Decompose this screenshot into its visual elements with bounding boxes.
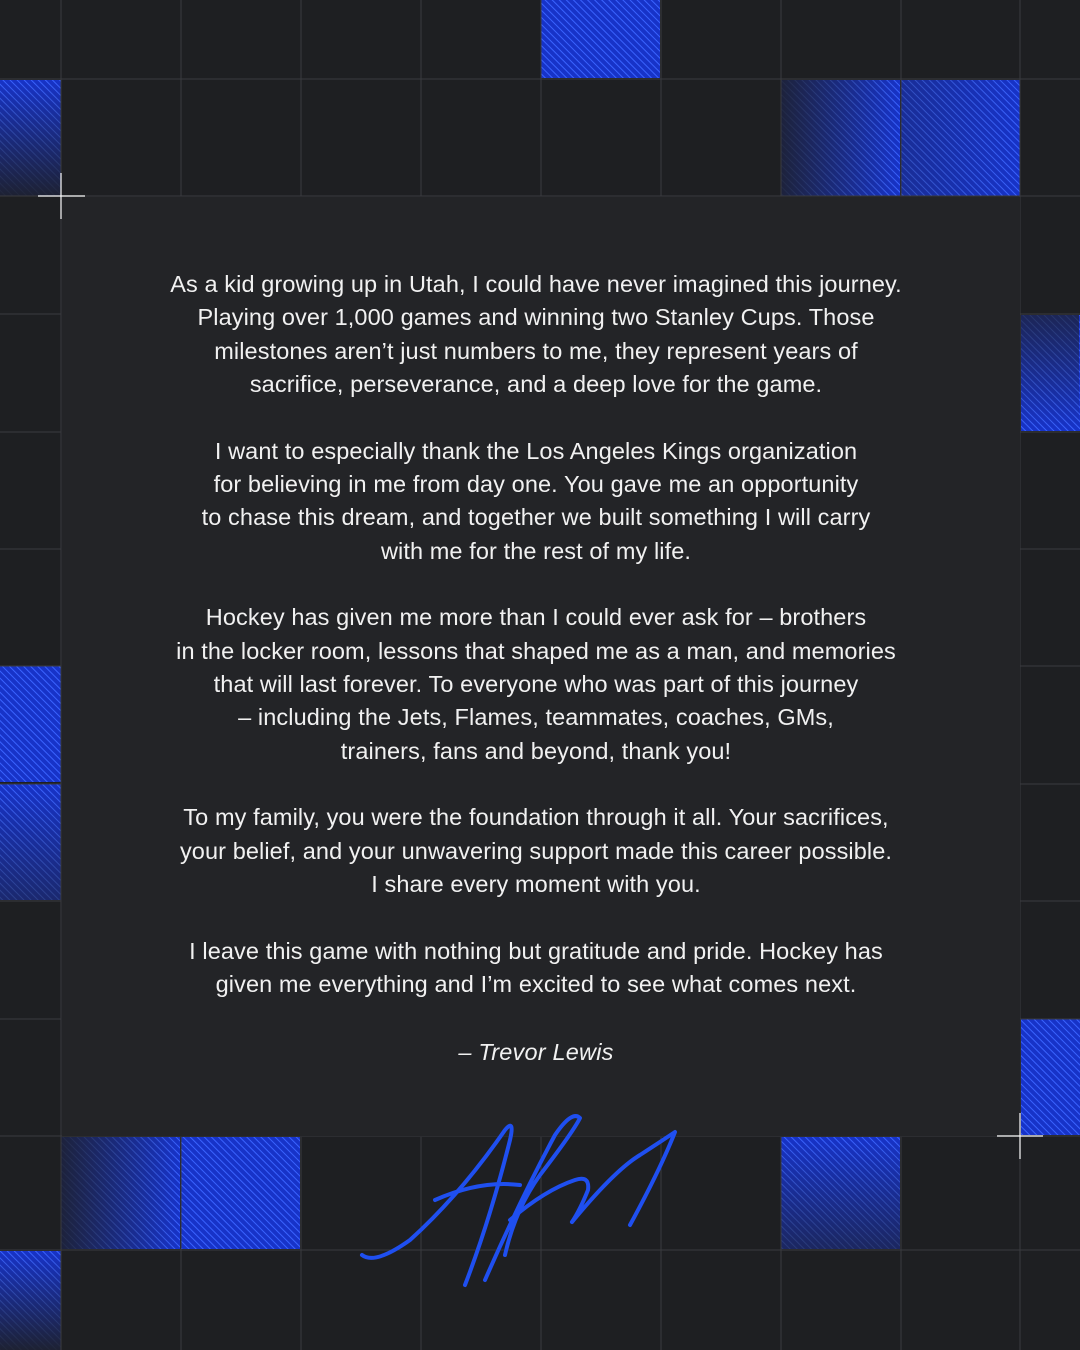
blue-tile xyxy=(181,1137,300,1249)
blue-tile xyxy=(0,666,61,782)
letter-paragraph: I want to especially thank the Los Angeles Kings organization for believing in me from day one. You gave me an opportunity to chase this dream, and together we built something I will carry with me for the rest of my life. xyxy=(201,437,871,564)
letter-paragraph: As a kid growing up in Utah, I could have never imagined this journey. Playing over 1,000 games and winning two Stanley Cups. Those milestones aren’t just numbers to me, they represent years of sacrifice, perseverance, and a deep love for the game. xyxy=(170,271,902,398)
letter-paragraph: To my family, you were the foundation through it all. Your sacrifices, your belief, and your unwavering support made this career possible. I share every moment with you. xyxy=(179,804,893,898)
letter-paragraph: Hockey has given me more than I could ever ask for – brothers in the locker room, lessons that shaped me as a man, and memories that will last forever. To everyone who was part of this journey – including the Jets, Flames, teammates, coaches, GMs, trainers, fans and beyond, thank you! xyxy=(176,604,896,764)
signoff-name: – Trevor Lewis xyxy=(458,1039,614,1066)
letter-paragraph: I leave this game with nothing but gratitude and pride. Hockey has given me everything and I’m excited to see what comes next. xyxy=(189,937,883,997)
handwritten-signature xyxy=(340,1080,700,1310)
blue-tile xyxy=(1021,1019,1080,1135)
blue-tile xyxy=(541,0,660,78)
letter-body xyxy=(100,268,972,1066)
